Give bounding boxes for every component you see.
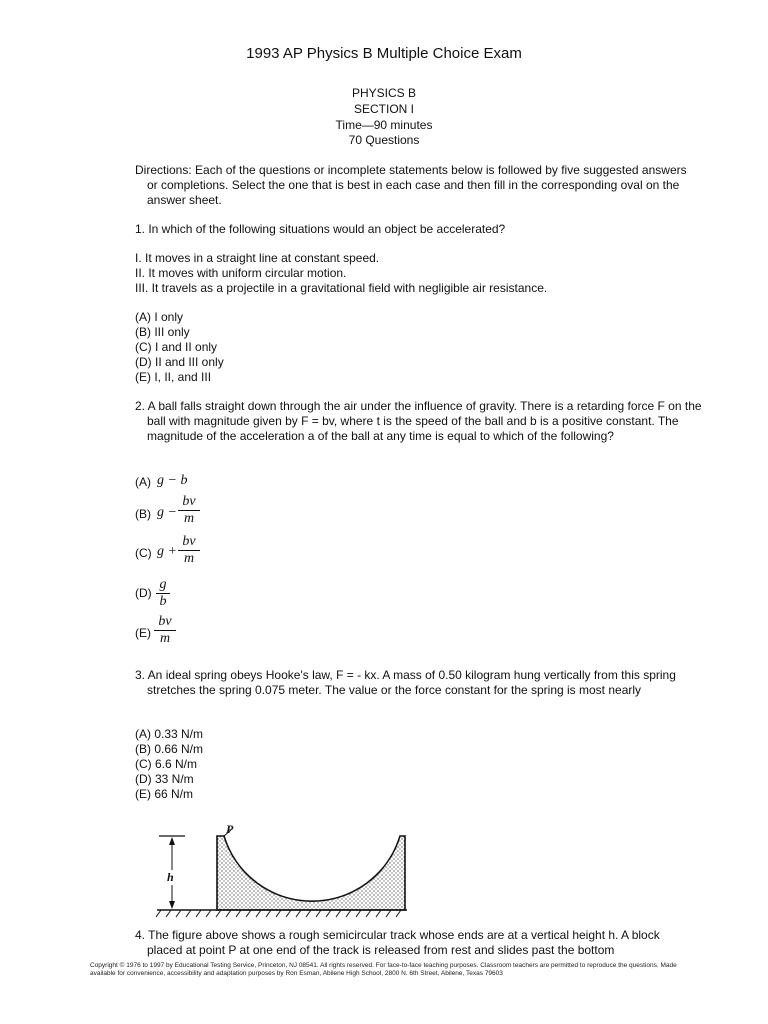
header-questions: 70 Questions [348, 133, 420, 147]
question-2-stem: 2. A ball falls straight down through the air under the influence of gravity. There is a retarding force F on the ball with magnitude given by F = bv, where t is the speed of the ball and b is a positive constant. The magnitude of the acceleration a of the ball at any time is equal to which of the following? [135, 399, 702, 443]
figure-label-p: P [226, 822, 234, 836]
header-section: SECTION I [353, 102, 414, 116]
q1-option-c: (C) I and II only [135, 340, 218, 354]
q2-option-b-label: (B) [135, 507, 151, 521]
question-4-stem: 4. The figure above shows a rough semicircular track whose ends are at a vertical height h. A block placed at point P at one end of the track is released from rest and slides past the bottom [135, 928, 660, 957]
figure-label-h: h [167, 870, 174, 884]
q2-option-b-lead: g − [157, 505, 177, 520]
q2-option-c-fraction [178, 534, 200, 567]
fraction-numerator: bv [158, 614, 172, 629]
q2-option-c-lead: g + [157, 544, 177, 559]
q1-statement: I. It moves in a straight line at constant speed. [135, 251, 380, 265]
fraction-numerator: bv [182, 494, 196, 509]
fraction-denominator: m [178, 550, 200, 567]
fraction-denominator: m [154, 630, 176, 647]
q2-option-c-label: (C) [135, 546, 152, 560]
fraction-denominator: b [156, 593, 170, 610]
q3-option-d: (D) 33 N/m [135, 772, 194, 786]
question-1-stem: 1. In which of the following situations would an object be accelerated? [135, 222, 506, 236]
q2-option-d-fraction [156, 577, 170, 610]
header-time: Time—90 minutes [335, 118, 433, 132]
q2-option-b-fraction [178, 494, 200, 527]
q2-option-e-label: (E) [135, 626, 151, 640]
height-arrow-down [169, 901, 175, 909]
q2-option-d-label: (D) [135, 586, 152, 600]
header-subject: PHYSICS B [351, 86, 417, 100]
q1-option-a: (A) I only [135, 310, 184, 324]
q1-option-d: (D) II and III only [135, 355, 224, 369]
q1-statement: II. It moves with uniform circular motion. [135, 266, 347, 280]
semicircular-track-figure [145, 818, 415, 926]
q2-option-a-label: (A) [135, 475, 151, 489]
fraction-numerator: bv [182, 534, 196, 549]
fraction-denominator: m [178, 510, 200, 527]
q3-option-c: (C) 6.6 N/m [135, 757, 198, 771]
q3-option-b: (B) 0.66 N/m [135, 742, 204, 756]
q2-option-e-fraction [154, 614, 176, 647]
ground-hatching [156, 910, 401, 917]
q3-option-a: (A) 0.33 N/m [135, 727, 204, 741]
directions-text: Directions: Each of the questions or incomplete statements below is followed by five suggested answers or completions. Select the one that is best in each case and then fill in the corresponding oval on the answer sheet. [135, 163, 687, 207]
fraction-numerator: g [159, 577, 167, 592]
track-body [217, 836, 405, 910]
page-title: 1993 AP Physics B Multiple Choice Exam [246, 45, 522, 62]
q1-option-b: (B) III only [135, 325, 190, 339]
height-arrow-up [169, 837, 175, 845]
q1-statement: III. It travels as a projectile in a gravitational field with negligible air resistance. [135, 281, 548, 295]
question-3-stem: 3. An ideal spring obeys Hooke's law, F = - kx. A mass of 0.50 kilogram hung vertically from this spring stretches the spring 0.075 meter. The value or the force constant for the spring is most nearly [135, 668, 676, 697]
q1-option-e: (E) I, II, and III [135, 370, 212, 384]
q3-option-e: (E) 66 N/m [135, 787, 194, 801]
copyright-footer: Copyright © 1976 to 1997 by Educational Testing Service, Princeton, NJ 08541. All rights reserved. For face-to-face teaching purposes. Classroom teachers are permitted to reproduce the questions. Made available for convenience, accessibility and adaptation purposes by Ron Esman, Abilene High School, 2800 N. 6th Street, Abilene, Texas 79603 [90, 962, 677, 977]
q2-option-a-expr: g − b [157, 473, 188, 488]
